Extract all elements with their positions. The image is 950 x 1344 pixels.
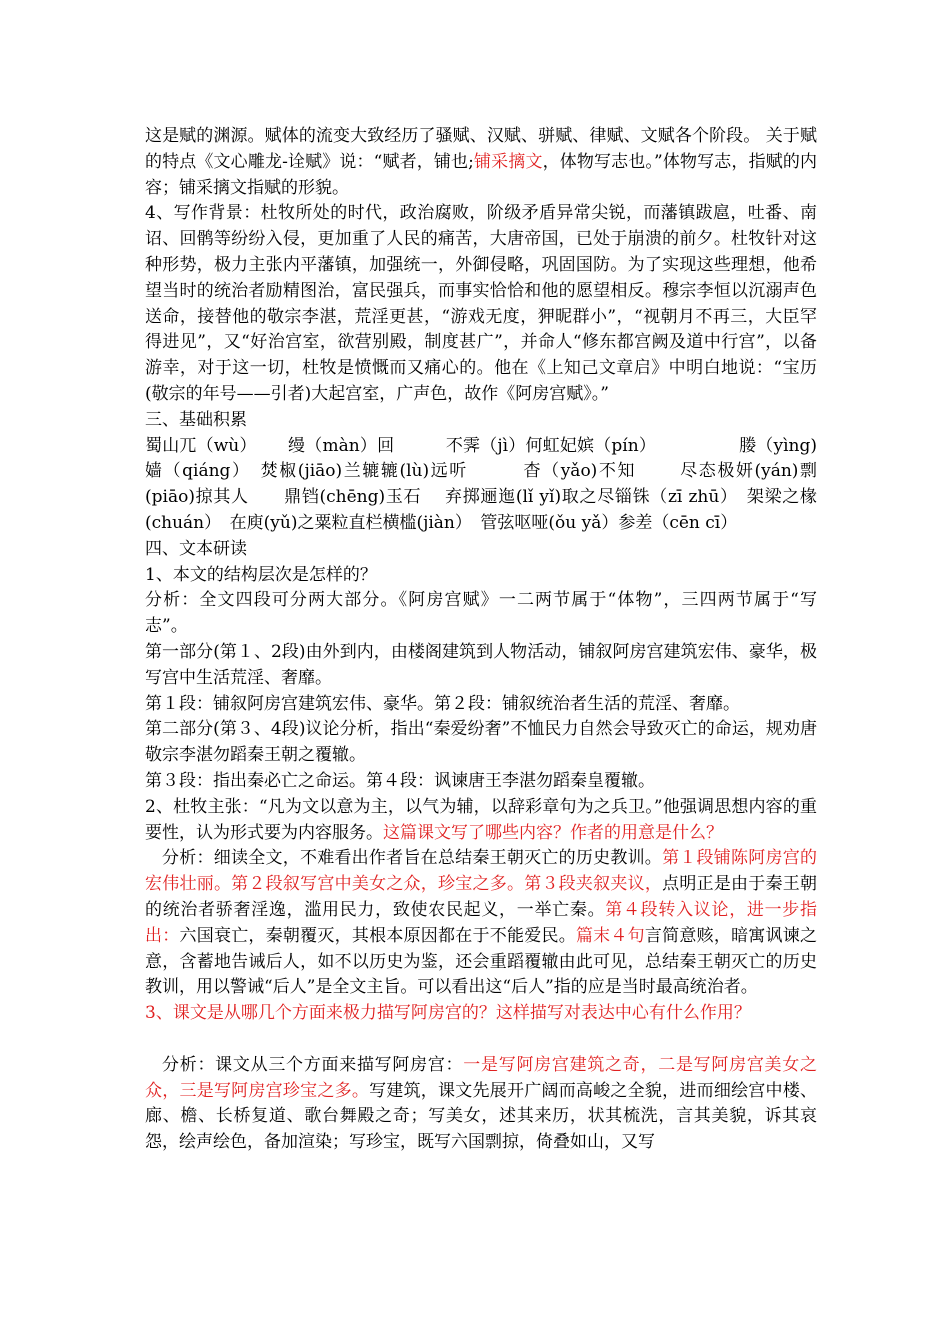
question-2-highlight: 这篇课文写了哪些内容？作者的用意是什么？ [383,822,723,843]
part-2: 第二部分(第３、4段)议论分析，指出“秦爱纷奢”不恤民力自然会导致灭亡的命运，规劝唐敬宗李湛勿蹈秦王朝之覆辙。 [145,719,817,766]
segments-1-2: 第１段：铺叙阿房宫建筑宏伟、豪华。第２段：铺叙统治者生活的荒淫、奢靡。 [145,693,740,714]
answer-2 [145,846,817,1001]
part-1: 第一部分(第１、2段)由外到内，由楼阁建筑到人物活动，铺叙阿房宫建筑宏伟、豪华，极写宫中生活荒淫、奢靡。 [145,641,817,688]
question-2 [145,795,817,847]
answer-3-text: 分析：课文从三个方面来描写阿房宫： [162,1054,464,1075]
answer-3 [145,1053,817,1156]
question-2-text: 2、杜牧主张：“凡为文以意为主，以气为辅，以辞彩章句为之兵卫。”他强调思想内容的重要性，认为形式要为内容服务。 [145,796,817,843]
answer-2-text: 分析：细读全文，不难看出作者旨在总结秦王朝灭亡的历史教训。 [162,848,663,869]
segments-3-4: 第３段：指出秦必亡之命运。第４段：讽谏唐王李湛勿蹈秦皇覆辙。 [145,770,655,791]
intro-text: 这是赋的渊源。赋体的流变大致经历了骚赋、汉赋、骈赋、律赋、文赋各个阶段。 关于赋的特点《文心雕龙-诠赋》说：“赋者，铺也; [145,126,817,172]
question-1: 1、本文的结构层次是怎样的？ [145,564,377,585]
intro-text-end: ，体物写志也。”体物写志，指赋的内容；铺采摛文指赋的形貌。 [145,151,817,198]
heading-basics: 三、基础积累 [145,409,247,430]
question-3: 3、课文是从哪几个方面来极力描写阿房宫的？这样描写对表达中心有什么作用？ [145,1003,751,1024]
answer-2-highlight-1: 第１段铺陈阿房宫的宏伟壮丽。第２段叙写宫中美女之众，珍宝之多。第３段夹叙夹议， [145,848,818,895]
answer-3-highlight: 一是写阿房宫建筑之奇，二是写阿房宫美女之众，三是写阿房宫珍宝之多。 [145,1054,818,1101]
vocab-list: 蜀山兀（wù） 缦（màn）回 不霁（jì）何虹妃嫔（pín） 媵（yìng)嫱（qiáng） 焚椒(jiāo)兰辘辘(lù)远听 杳（yǎo)不知 尽态极妍(yán)剽(piāo)掠其人 鼎铛(chēng)玉石 弃掷逦迤(lǐ yǐ)取之尽锱铢（zī zhū） 架梁之椽(chuán） 在庾(yǔ)之粟粒直栏横槛(jiàn） 管弦呕哑(ǒu yǎ）参差（cēn cī） [145,435,817,533]
answer-2-text-2: 点明正是由于秦王朝的统治者骄奢淫逸，滥用民力，致使农民起义，一举亡秦。 [145,874,818,920]
answer-3-text-2: 写建筑，课文先展开广阔而高峻之全貌，进而细绘宫中楼、廊、檐、长桥复道、歌台舞殿之奇；写美女，述其来历，状其梳洗，言其美貌，诉其哀怨，绘声绘色，备加渲染；写珍宝，既写六国剽掠，倚叠如山，又写 [145,1080,818,1153]
blank-line [145,1027,817,1053]
intro-highlight: 铺采摛文 [473,151,543,172]
heading-study: 四、文本研读 [145,538,247,559]
answer-2-highlight-2: 第４段转入议论，进一步指出： [145,899,818,946]
intro-paragraph [145,124,817,201]
answer-1: 分析：全文四段可分两大部分。《阿房宫赋》一二两节属于“体物”，三四两节属于“写志”。 [145,590,817,637]
answer-2-text-4: 言简意赅，暗寓讽谏之意，含蓄地告诫后人，如不以历史为鉴，还会重蹈覆辙由此可见，总结秦王朝灭亡的历史教训，用以警诫“后人”是全文主旨。可以看出这“后人”指的应是当时最高统治者。 [145,925,818,998]
answer-2-highlight-3: 篇末４句 [575,925,645,946]
background-paragraph: 4、写作背景：杜牧所处的时代，政治腐败，阶级矛盾异常尖锐，而藩镇跋扈，吐番、南诏、回鹘等纷纷入侵，更加重了人民的痛苦，大唐帝国，已处于崩溃的前夕。杜牧针对这种形势，极力主张内平藩镇，加强统一，外御侵略，巩固国防。为了实现这些理想，他希望当时的统治者励精图治，富民强兵，而事实恰恰和他的愿望相反。穆宗李恒以沉溺声色送命，接替他的敬宗李湛，荒淫更甚，“游戏无度，狎昵群小”，“视朝月不再三，大臣罕得进见”，又“好治宫室，欲营别殿，制度甚广”，并命人“修东都宫阙及道中行宫”，以备游幸，对于这一切，杜牧是愤慨而又痛心的。他在《上知己文章启》中明白地说：“宝历(敬宗的年号——引者)大起宫室，广声色，故作《阿房宫赋》。” [145,203,817,404]
document-page [145,124,817,1156]
answer-2-text-3: 六国衰亡，秦朝覆灭，其根本原因都在于不能爱民。 [179,925,576,946]
